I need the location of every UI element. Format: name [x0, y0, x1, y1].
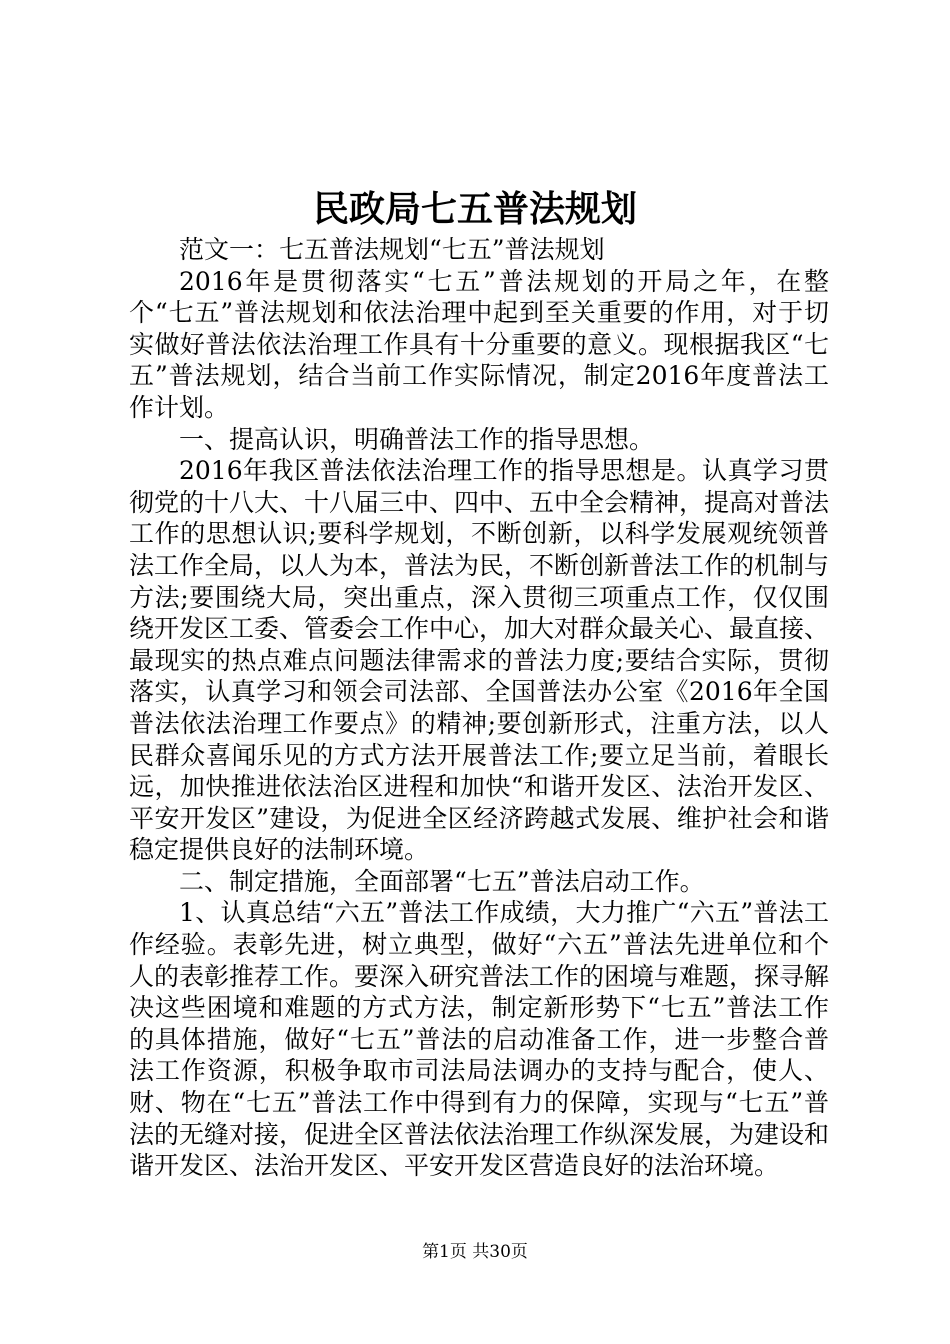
section-heading-2: 二、制定措施，全面部署“七五”普法启动工作。 — [179, 866, 705, 896]
page-footer: 第1页 共30页 — [422, 1242, 528, 1262]
paragraph-intro: 2016年是贯彻落实“七五”普法规划的开局之年，在整个“七五”普法规划和依法治理中起到至关重要的作用，对于切实做好普法依法治理工作具有十分重要的意义。现根据我区“七五”普法规划，结合当前工作实际情况，制定2016年度普法工作计划。 — [129, 266, 829, 422]
section-heading-1: 一、提高认识，明确普法工作的指导思想。 — [179, 424, 655, 454]
page-title: 民政局七五普法规划 — [312, 188, 637, 230]
document-body — [129, 234, 829, 1182]
paragraph-guiding-thought: 2016年我区普法依法治理工作的指导思想是。认真学习贯彻党的十八大、十八届三中、四中、五中全会精神，提高对普法工作的思想认识;要科学规划，不断创新，以科学发展观统领普法工作全局，以人为本，普法为民，不断创新普法工作的机制与方法;要围绕大局，突出重点，深入贯彻三项重点工作，仅仅围绕开发区工委、管委会工作中心，加大对群众最关心、最直接、最现实的热点难点问题法律需求的普法力度;要结合实际，贯彻落实，认真学习和领会司法部、全国普法办公室《2016年全国普法依法治理工作要点》的精神;要创新形式，注重方法，以人民群众喜闻乐见的方式方法开展普法工作;要立足当前，着眼长远，加快推进依法治区进程和加快“和谐开发区、法治开发区、平安开发区”建设，为促进全区经济跨越式发展、维护社会和谐稳定提供良好的法制环境。 — [129, 456, 830, 865]
paragraph-measure-1: 1、认真总结“六五”普法工作成绩，大力推广“六五”普法工作经验。表彰先进，树立典型，做好“六五”普法先进单位和个人的表彰推荐工作。要深入研究普法工作的困境与难题，探寻解决这些困境和难题的方式方法，制定新形势下“七五”普法工作的具体措施，做好“七五”普法的启动准备工作，进一步整合普法工作资源，积极争取市司法局法调办的支持与配合，使人、财、物在“七五”普法工作中得到有力的保障，实现与“七五”普法的无缝对接，促进全区普法依法治理工作纵深发展，为建设和谐开发区、法治开发区、平安开发区营造良好的法治环境。 — [129, 898, 830, 1181]
paragraph-heading-sample: 范文一：七五普法规划“七五”普法规划 — [179, 235, 605, 264]
